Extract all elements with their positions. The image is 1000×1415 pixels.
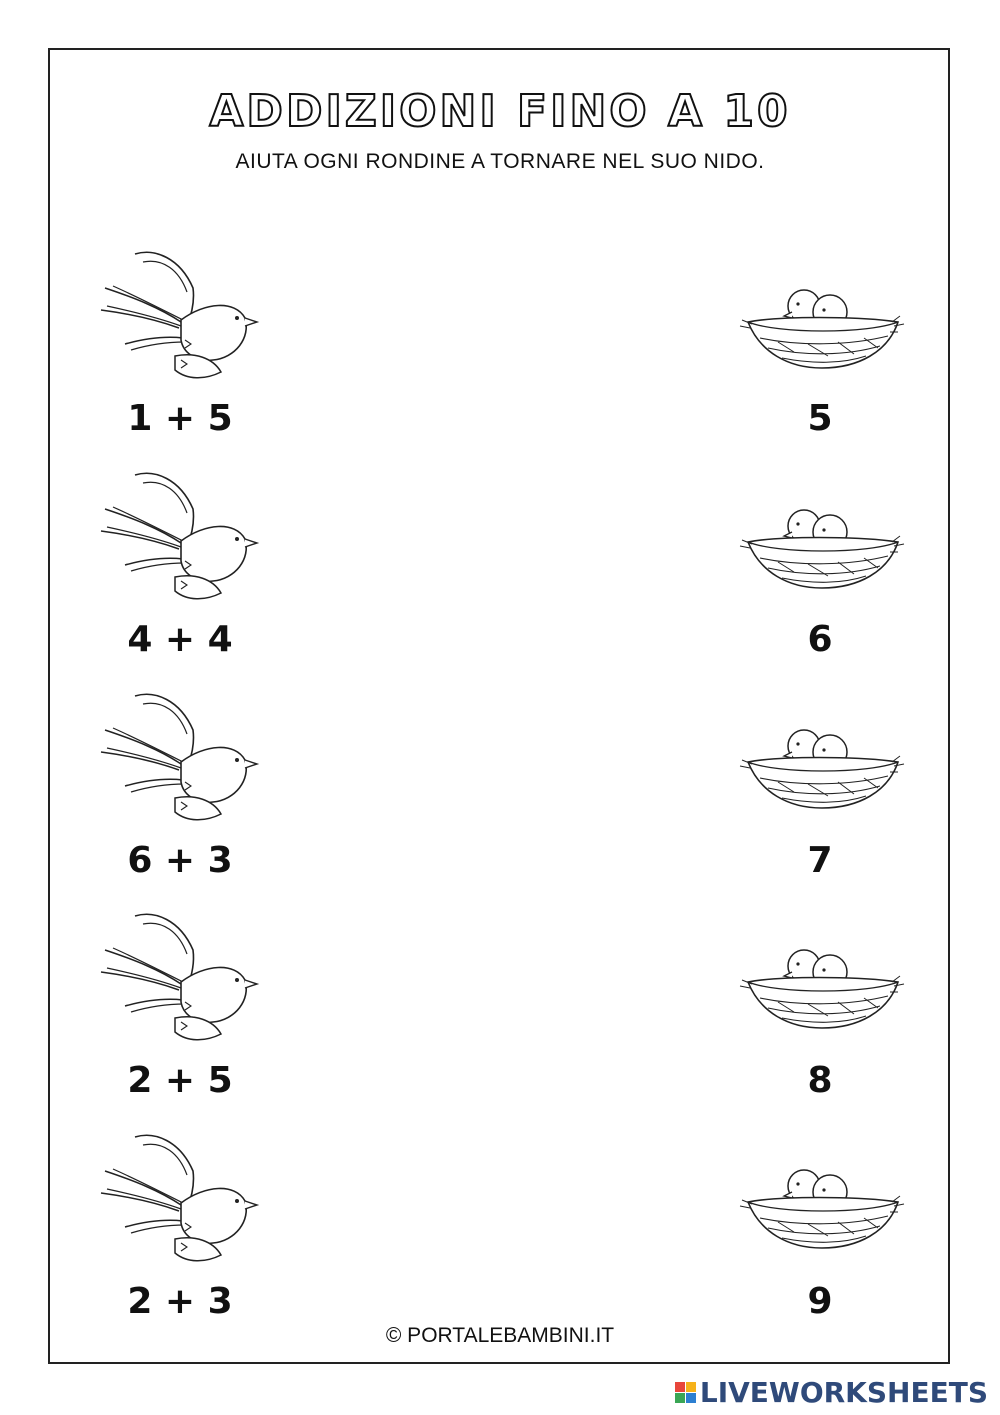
nest-with-chicks-icon[interactable] bbox=[738, 1152, 906, 1262]
instructions: AIUTA OGNI RONDINE A TORNARE NEL SUO NIDO. bbox=[235, 150, 765, 173]
result-label-2: 6 bbox=[807, 619, 833, 660]
result-label-5: 9 bbox=[807, 1281, 833, 1322]
sum-label-3: 6 + 3 bbox=[127, 840, 233, 881]
swallow-icon[interactable] bbox=[95, 469, 265, 609]
result-label-3: 7 bbox=[807, 840, 833, 881]
nest-with-chicks-icon[interactable] bbox=[738, 712, 906, 822]
result-label-1: 5 bbox=[807, 398, 833, 439]
sum-label-4: 2 + 5 bbox=[127, 1060, 233, 1101]
brand-name: LIVEWORKSHEETS bbox=[699, 1375, 988, 1409]
swallow-icon[interactable] bbox=[95, 1131, 265, 1271]
copyright-footer: © PORTALEBAMBINI.IT bbox=[385, 1324, 615, 1347]
nest-with-chicks-icon[interactable] bbox=[738, 272, 906, 382]
nest-with-chicks-icon[interactable] bbox=[738, 932, 906, 1042]
swallow-icon[interactable] bbox=[95, 910, 265, 1050]
swallow-icon[interactable] bbox=[95, 690, 265, 830]
page-title: ADDIZIONI FINO A 10 bbox=[209, 86, 791, 137]
nest-with-chicks-icon[interactable] bbox=[738, 492, 906, 602]
swallow-icon[interactable] bbox=[95, 248, 265, 388]
result-label-4: 8 bbox=[807, 1060, 833, 1101]
liveworksheets-logo-icon bbox=[675, 1382, 696, 1403]
sum-label-5: 2 + 3 bbox=[127, 1281, 233, 1322]
sum-label-1: 1 + 5 bbox=[127, 398, 233, 439]
liveworksheets-brand[interactable] bbox=[675, 1376, 988, 1408]
sum-label-2: 4 + 4 bbox=[127, 619, 233, 660]
